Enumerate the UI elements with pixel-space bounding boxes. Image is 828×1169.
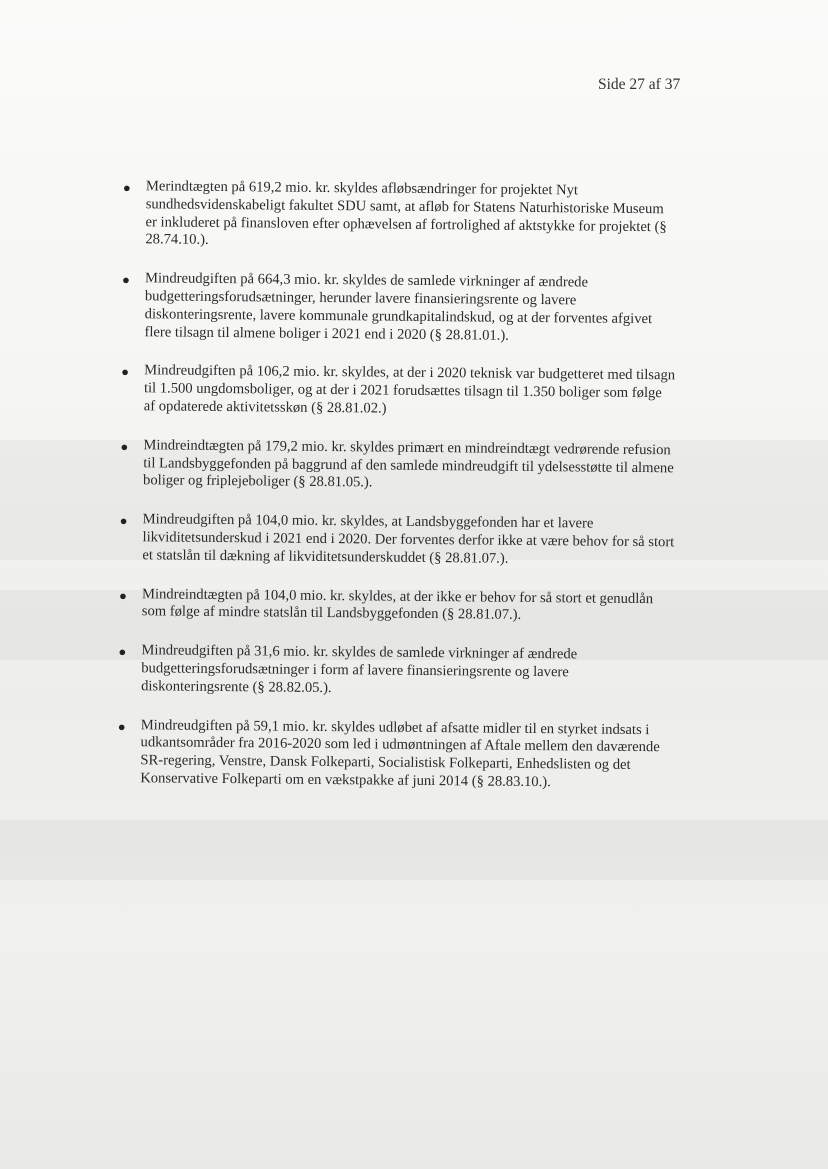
list-item [113, 642, 673, 701]
list-item-text: Mindreudgiften på 59,1 mio. kr. skyldes udløbet af afsatte midler til en styrket indsats i udkantsområder fra 2016-2020 som led i udmøntningen af Aftale mellem den daværende SR-regering, Venstre, Dansk Folkeparti, Socialistisk Folkeparti, Enhedslisten og det Konservative Folkeparti om en vækstpakke af juni 2014 (§ 28.83.10.). [140, 716, 660, 791]
list-item-text: Mindreudgiften på 104,0 mio. kr. skyldes, at Landsbyggefonden har et lavere likviditetsunderskud i 2021 end i 2020. Der forventes derfor ikke at være behov for så stort et statslån til dækning af likviditetsunderskuddet (§ 28.81.07.). [142, 511, 675, 567]
list-item-text: Merindtægten på 619,2 mio. kr. skyldes afløbsændringer for projektet Nyt sundhedsvidenskabeligt fakultet SDU samt, at afløb for Statens Naturhistoriske Museum er inkluderet på finansloven efter ophævelsen af fortrolighed af aktstykke for projektet (§ 28.74.10.). [145, 178, 667, 249]
bullet-icon: ● [122, 180, 131, 196]
scan-shadow-band [0, 820, 828, 880]
bullet-icon: ● [121, 364, 130, 380]
list-item [114, 586, 674, 627]
bullet-icon: ● [119, 513, 128, 529]
bullet-list [112, 178, 678, 814]
list-item-text: Mindreudgiften på 664,3 mio. kr. skyldes de samlede virkninger af ændrede budgetteringsforudsætninger, herunder lavere finansieringsrente og lavere diskonteringsrente, lavere kommunale grundkapitalindskud, og at der forventes afgivet flere tilsagn til almene boliger i 2021 end i 2020 (§ 28.81.01.). [144, 270, 653, 344]
list-item [117, 178, 678, 255]
list-item-text: Mindreudgiften på 31,6 mio. kr. skyldes de samlede virkninger af ændrede budgetteringsforudsætninger i form af lavere finansieringsrente og lavere diskonteringsrente (§ 28.82.05.). [141, 642, 578, 696]
list-item-text: Mindreindtægten på 104,0 mio. kr. skyldes, at der ikke er behov for så stort et genudlån som følge af mindre statslån til Landsbyggefonden (§ 28.81.07.). [141, 585, 654, 624]
list-item [114, 511, 674, 570]
list-item [116, 270, 677, 347]
page-number: Side 27 af 37 [598, 76, 681, 93]
bullet-icon: ● [117, 718, 126, 734]
bullet-icon: ● [121, 272, 130, 288]
list-item-text: Mindreindtægten på 179,2 mio. kr. skyldes primært en mindreindtægt vedrørende refusion til Landsbyggefonden på baggrund af den samlede mindreudgift til ydelsesstøtte til almene boliger og friplejeboliger (§ 28.81.05.). [143, 437, 674, 491]
list-item [116, 362, 676, 421]
list-item [115, 437, 675, 496]
bullet-icon: ● [120, 438, 129, 454]
list-item [112, 717, 673, 794]
bullet-icon: ● [118, 587, 127, 603]
list-item-text: Mindreudgiften på 106,2 mio. kr. skyldes, at der i 2020 teknisk var budgetteret med tilsagn til 1.500 ungdomsboliger, og at der i 2021 forudsættes tilsagn til 1.350 boliger som følge af opdaterede aktivitetsskøn (§ 28.81.02.) [143, 362, 676, 417]
bullet-icon: ● [118, 644, 127, 660]
